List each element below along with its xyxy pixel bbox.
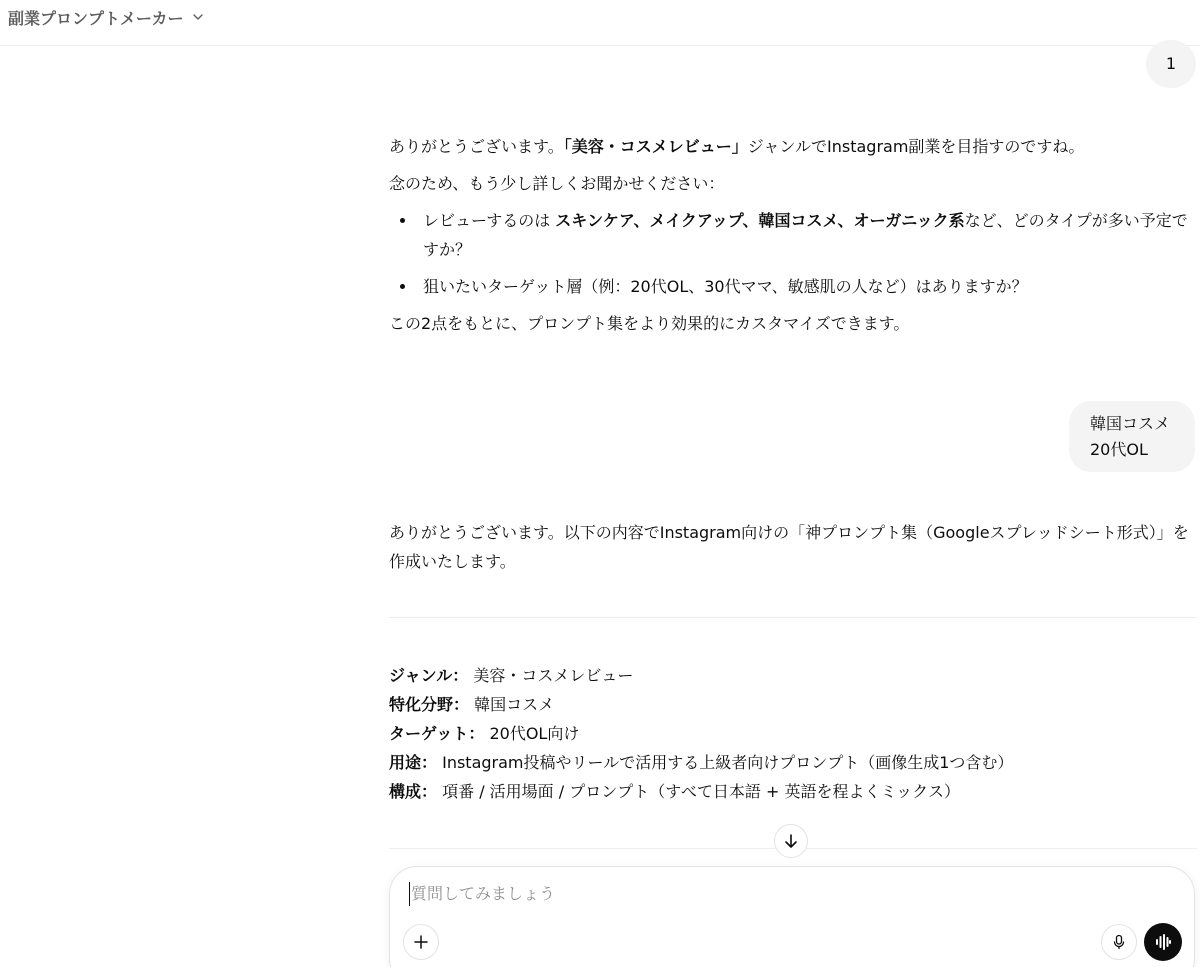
summary-row [389, 661, 1197, 690]
summary-label: ジャンル： [389, 666, 469, 685]
user-message [1069, 401, 1195, 472]
text-span: 狙いたいターゲット層（例：20代OL、30代ママ、敏感肌の人など）はありますか？ [423, 277, 1028, 296]
dictate-button[interactable] [1101, 924, 1137, 960]
plus-icon [413, 934, 429, 950]
summary-value: 項番 / 活用場面 / プロンプト（すべて日本語 + 英語を程よくミックス） [442, 782, 961, 801]
scroll-down-button[interactable] [774, 824, 808, 858]
model-selector[interactable] [8, 4, 204, 30]
composer [389, 866, 1195, 967]
divider [389, 617, 1197, 618]
bold-text: 「美容・コスメレビュー」 [563, 137, 748, 156]
bullet-dot [400, 218, 405, 223]
summary-value: 20代OL向け [489, 724, 580, 743]
list-item [389, 272, 1197, 301]
summary-row [389, 690, 1197, 719]
bullet-list [389, 206, 1197, 301]
assistant-message [389, 518, 1197, 576]
user-message: 1 [1146, 40, 1196, 88]
summary-label: 特化分野： [389, 695, 470, 714]
assistant-paragraph: この2点をもとに、プロンプト集をより効果的にカスタマイズできます。 [389, 314, 910, 333]
summary-value: Instagram投稿やリールで活用する上級者向けプロンプト（画像生成1つ含む） [442, 753, 1014, 772]
list-item [389, 206, 1197, 264]
text-span: など、どのタイプが多い予定ですか？ [423, 211, 1188, 259]
bold-text: スキンケア、メイクアップ、韓国コスメ、オーガニック系 [555, 211, 965, 230]
summary-label: ターゲット： [389, 724, 485, 743]
voice-mode-icon [1153, 932, 1173, 952]
summary-value: 美容・コスメレビュー [473, 666, 634, 685]
user-message-line: 韓国コスメ [1090, 414, 1171, 433]
attach-button[interactable] [403, 924, 439, 960]
assistant-paragraph: 念のため、もう少し詳しくお聞かせください： [389, 174, 725, 193]
message-input[interactable]: 質問してみましょう [409, 882, 555, 906]
assistant-message [389, 132, 1197, 338]
summary-row [389, 777, 1197, 806]
arrow-down-icon [783, 833, 799, 849]
summary-value: 韓国コスメ [474, 695, 555, 714]
text-span: ジャンルでInstagram副業を目指すのですね。 [747, 137, 1085, 156]
summary-block [389, 661, 1197, 806]
summary-label: 構成： [389, 782, 438, 801]
mic-icon [1111, 934, 1127, 950]
chevron-down-icon [192, 11, 204, 23]
summary-label: 用途： [389, 753, 438, 772]
text-span: ありがとうございます。 [389, 137, 564, 156]
header [0, 0, 1200, 46]
assistant-paragraph: ありがとうございます。以下の内容でInstagram向けの「神プロンプト集（Googleスプレッドシート形式）」を作成いたします。 [389, 523, 1189, 571]
bullet-dot [400, 284, 405, 289]
text-span: レビューするのは [423, 211, 551, 230]
summary-row [389, 748, 1197, 777]
voice-mode-button[interactable] [1144, 923, 1182, 961]
assistant-paragraph [389, 132, 1197, 161]
model-name: 副業プロンプトメーカー [8, 8, 184, 28]
summary-row [389, 719, 1197, 748]
user-message-line: 20代OL [1090, 440, 1148, 459]
